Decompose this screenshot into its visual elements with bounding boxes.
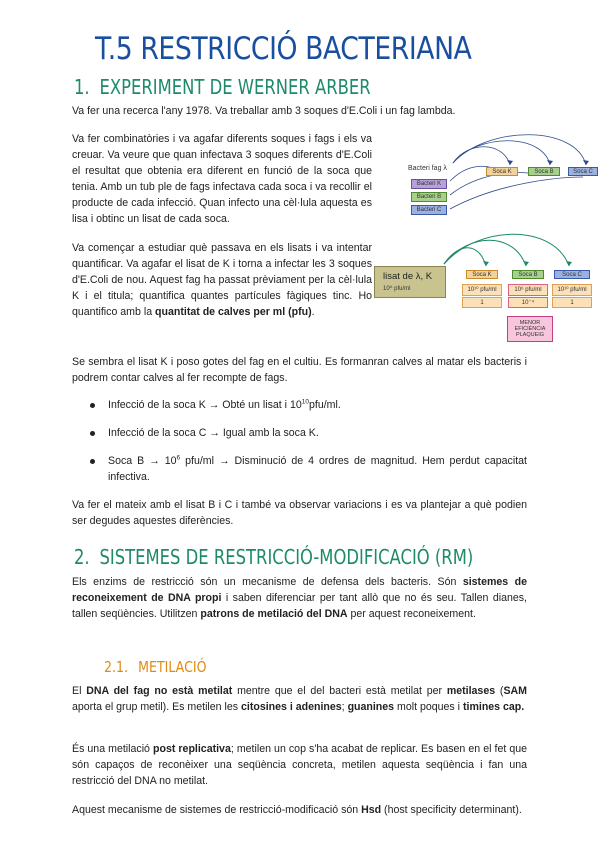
meth-l: timines cap.	[462, 701, 525, 714]
section-1-title: EXPERIMENT DE WERNER ARBER	[99, 75, 371, 99]
arrow-icon: →	[149, 455, 160, 467]
section-2-title: SISTEMES DE RESTRICCIÓ-MODIFICACIÓ (RM)	[99, 545, 474, 569]
titration-strain-c: Soca C	[554, 270, 590, 279]
efficiency-note: MENOR EFICIÈNCIA PLAQUEIG	[507, 316, 553, 342]
phage-label: Bacteri fag λ	[408, 164, 447, 172]
rm-text-a: Els enzims de restricció són un mecanisme de defensa dels bacteris. Són	[72, 576, 463, 588]
section-2-heading	[74, 542, 473, 572]
paragraph-intro: Va fer una recerca l'any 1978. Va treballar amb 3 soques d'E.Coli i un fag lambda.	[72, 105, 456, 117]
postrep-a: És una metilació	[72, 743, 154, 755]
section-1-heading	[74, 72, 371, 102]
paragraph-hsd	[72, 802, 527, 818]
bullet-2-mid: Igual amb la soca K.	[219, 427, 319, 439]
bullet-text	[108, 425, 527, 441]
bullet-text	[108, 453, 527, 485]
paragraph-methylation	[72, 683, 527, 715]
meth-c: mentre que el del bacteri està metilat per	[232, 685, 447, 697]
hsd-c: (host specificity determinant).	[381, 804, 522, 816]
arrow-icon: →	[209, 427, 220, 439]
titer-c: 10¹⁰ pfu/ml	[552, 284, 592, 296]
titer-k: 10¹⁰ pfu/ml	[462, 284, 502, 296]
paragraph-lisat-bc: Va fer el mateix amb el lisat B i C i també va observar variacions i es va plantejar a què podien ser degudes aquestes diferències.	[72, 499, 527, 528]
bullet-3-sup: 6	[176, 454, 181, 462]
titration-strain-k: Soca K	[466, 270, 498, 279]
bullet-3-post: pfu/ml → Disminució de 4 ordres de magnitud. Hem perdut capacitat infectiva.	[108, 455, 527, 484]
ratio-c: 1	[552, 297, 592, 308]
rm-text-c: i saben diferenciar per tant allò que no és seu. Tallen dianes, tallen seqüències. Utilitzen	[72, 592, 527, 621]
meth-f: SAM	[503, 685, 527, 697]
paragraph-plaques: Se sembra el lisat K i poso gotes del fag en el cultiu. Es formanran calves al matar els bacteris i podrem contar calves al fer recompte de fags.	[72, 356, 527, 385]
bullet-dot	[90, 403, 95, 408]
section-2-number: 2.	[74, 545, 90, 569]
postrep-b: post replicativa	[153, 743, 231, 755]
rm-bold-b: sistemes de reconeixement de DNA propi	[72, 576, 528, 605]
section-2-1-number: 2.1.	[104, 658, 129, 676]
figure-infection-scheme	[408, 133, 600, 223]
hsd-a: Aquest mecanisme de sistemes de restricció-modificació són	[72, 804, 362, 816]
ratio-k: 1	[462, 297, 502, 308]
paragraph-post-replicative	[72, 741, 527, 789]
paragraph-combinatories: Va fer combinatòries i va agafar diferents soques i fags i els va creuar. Va veure que quan infectava 3 soques diferents d'E.Coli el resultat que obtenia era diferent en funció de la soca que tenia. Amb un tub ple de fags infectava cada soca i va recollir el producte de cada infecció. Quan infecto una cèl·lula aquesta es lisa i obtinc un lisat de cada soca.	[72, 133, 372, 226]
bullet-2-pre: Infecció de la soca C	[108, 427, 210, 439]
strain-box-b: Bacteri B	[411, 192, 447, 202]
paragraph-rm-systems	[72, 574, 527, 622]
bullet-3-mid: 10	[159, 455, 177, 467]
bullet-3-pre: Soca B	[108, 455, 150, 467]
lisat-label: lisat de λ, K	[383, 271, 433, 283]
meth-b: DNA del fag no està metilat	[86, 685, 233, 697]
meth-h: citosines i adenines	[240, 701, 342, 714]
lisat-value: 10^ pfu/ml	[383, 285, 411, 292]
titration-strain-b: Soca B	[512, 270, 544, 279]
hsd-b: Hsd	[361, 804, 382, 816]
meth-d: metilases	[446, 685, 496, 697]
bullet-text	[108, 397, 527, 413]
rm-text-e: per aquest reconeixement.	[347, 608, 476, 621]
bullet-1-mid: Obté un lisat i 10	[219, 399, 302, 411]
bullet-1-post: pfu/ml.	[308, 399, 341, 411]
quantification-end: .	[311, 306, 315, 319]
bullet-dot	[90, 459, 95, 464]
meth-e: (	[495, 685, 504, 697]
target-soca-b: Soca B	[528, 167, 560, 176]
titer-b: 10⁶ pfu/ml	[508, 284, 548, 296]
section-2-1-heading	[104, 656, 207, 679]
target-soca-k: Soca K	[486, 167, 518, 176]
section-2-1-title: METILACIÓ	[138, 658, 207, 676]
meth-i: ;	[341, 701, 348, 714]
meth-k: molt poques i	[394, 701, 463, 714]
quantification-text: Va començar a estudiar què passava en els lisats i va intentar quantificar. Va agafar el lisat de K i torna a infectar les 3 soques d'E.Coli de nou. Aquest fag ha passat prèviament per la cèl·lula K i el titula; quantifica quantes partícules fàgiques tinc. Ho quantifico amb la	[72, 242, 372, 319]
strain-box-c: Bacteri C	[411, 205, 447, 215]
arrow-icon: →	[208, 399, 220, 411]
ratio-b: 10⁻⁴	[508, 297, 548, 308]
bullet-dot	[90, 431, 95, 436]
meth-a: El	[72, 685, 87, 697]
page-title: T.5 RESTRICCIÓ BACTERIANA	[95, 31, 472, 67]
meth-g: aporta el grup metil). Es metilen les	[72, 701, 241, 714]
bullet-1-sup: 10	[301, 398, 309, 406]
target-soca-c: Soca C	[568, 167, 598, 176]
rm-bold-d: patrons de metilació del DNA	[200, 608, 348, 621]
paragraph-quantification	[72, 240, 372, 320]
lisat-box	[374, 266, 446, 298]
section-1-number: 1.	[74, 75, 90, 99]
quantification-bold: quantitat de calves per ml (pfu)	[155, 306, 312, 319]
meth-j: guanines	[347, 701, 395, 714]
bullet-1-pre: Infecció de la soca K	[108, 399, 209, 411]
figure-titration-scheme	[374, 228, 596, 346]
postrep-c: ; metilen un cop s'ha acabat de replicar. Es basen en el fet que són capaços de reconèixer una seqüència concreta, metilen aquesta seqüència i fan una restricció del DNA no metilat.	[72, 743, 528, 788]
strain-box-k: Bacteri K	[411, 179, 447, 189]
